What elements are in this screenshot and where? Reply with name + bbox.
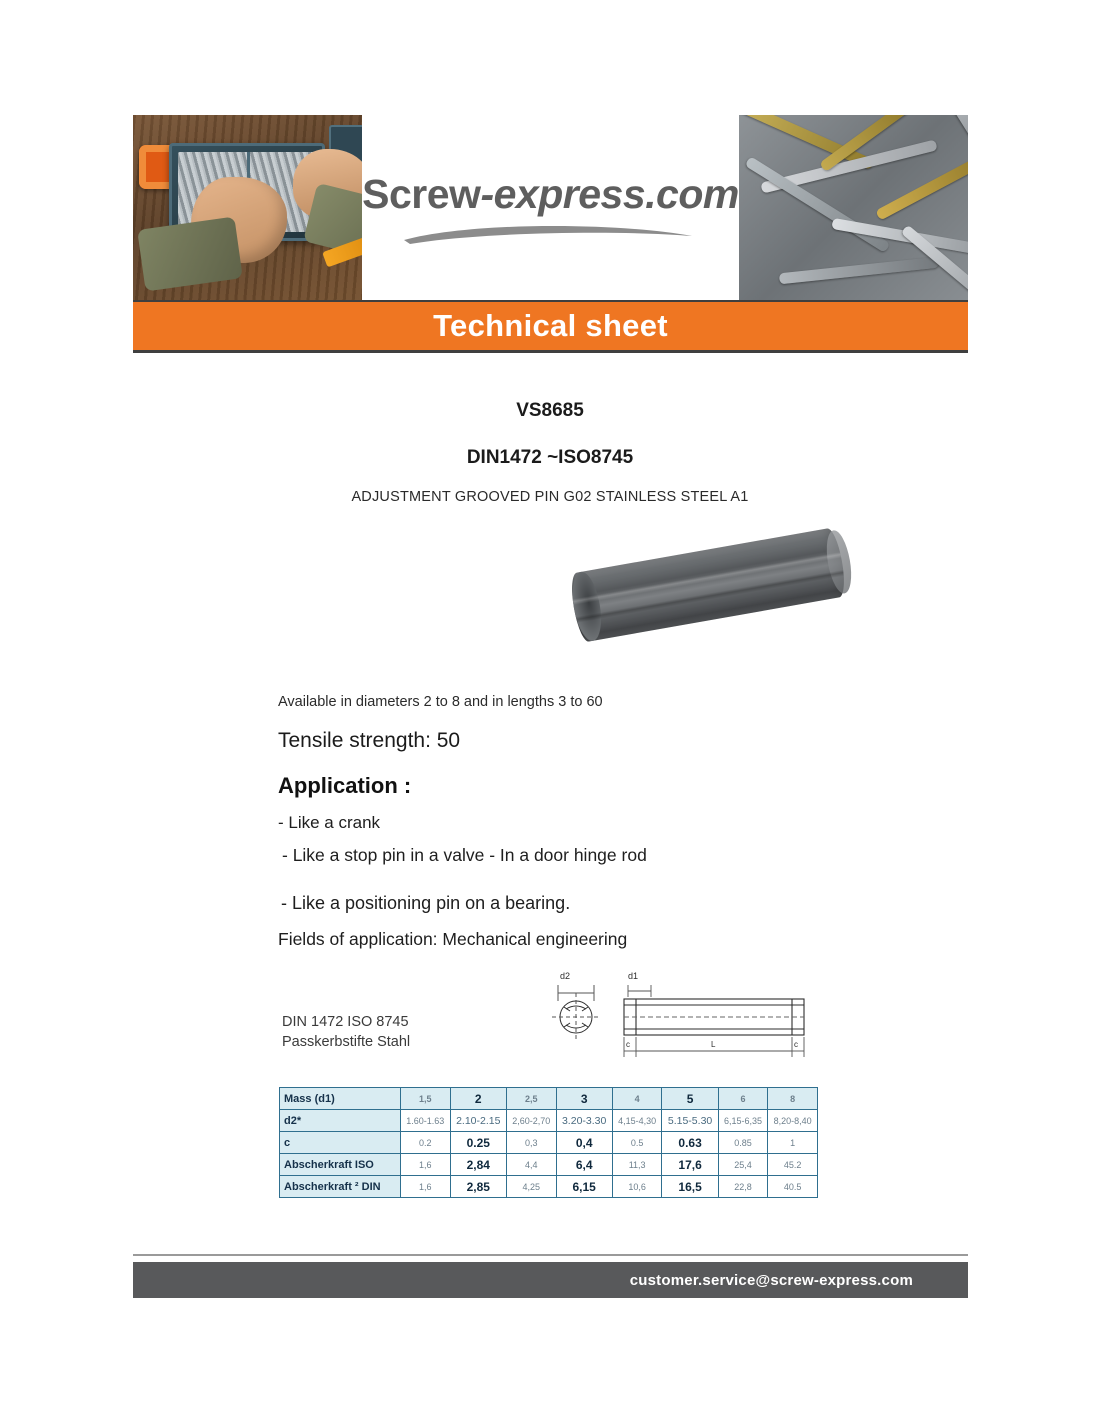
table-cell: 10,6	[612, 1176, 662, 1198]
table-cell: 2,84	[450, 1154, 506, 1176]
table-cell: 2,60-2,70	[506, 1110, 556, 1132]
table-cell: 17,6	[662, 1154, 718, 1176]
swoosh-icon	[400, 220, 700, 246]
table-row-label: Abscherkraft ² DIN	[280, 1176, 401, 1198]
table-cell: 3.20-3.30	[556, 1110, 612, 1132]
application-item-1: - Like a crank	[278, 813, 381, 832]
table-row	[280, 1132, 818, 1154]
table-cell: 40.5	[768, 1176, 818, 1198]
table-cell: 0,3	[506, 1132, 556, 1154]
table-cell: 2.10-2.15	[450, 1110, 506, 1132]
table-row	[280, 1110, 818, 1132]
table-header-cell: Mass (d1)	[280, 1088, 401, 1110]
dim-l-label: L	[711, 1040, 716, 1049]
application-heading: Application :	[278, 773, 412, 798]
drawing-caption-line1: DIN 1472 ISO 8745	[282, 1014, 409, 1030]
specification-table	[279, 1087, 818, 1198]
table-cell: 22,8	[718, 1176, 768, 1198]
table-cell: 6,15	[556, 1176, 612, 1198]
table-row-label: d2*	[280, 1110, 401, 1132]
table-cell: 0.5	[612, 1132, 662, 1154]
table-row	[280, 1154, 818, 1176]
table-cell: 1,6	[401, 1176, 451, 1198]
table-cell: 4,15-4,30	[612, 1110, 662, 1132]
dim-c-left-label: c	[626, 1040, 630, 1049]
application-item-2: - Like a stop pin in a valve - In a door hinge rod	[282, 845, 647, 865]
table-cell: 4,25	[506, 1176, 556, 1198]
technical-drawing	[278, 965, 838, 1070]
table-row	[280, 1176, 818, 1198]
dim-c-right-label: c	[794, 1040, 798, 1049]
product-description: ADJUSTMENT GROOVED PIN G02 STAINLESS STEEL A1	[351, 489, 749, 505]
table-header-cell: 5	[662, 1088, 718, 1110]
table-cell: 0.2	[401, 1132, 451, 1154]
logo-area	[362, 115, 739, 300]
product-reference: VS8685	[516, 400, 584, 421]
table-cell: 5.15-5.30	[662, 1110, 718, 1132]
dim-d1-label: d1	[628, 971, 639, 981]
table-cell: 4,4	[506, 1154, 556, 1176]
product-standard: DIN1472 ~ISO8745	[466, 447, 634, 468]
table-header-cell: 1,5	[401, 1088, 451, 1110]
availability-text: Available in diameters 2 to 8 and in lengths 3 to 60	[278, 694, 603, 710]
table-header-row	[280, 1088, 818, 1110]
dim-d2-label: d2	[560, 971, 571, 981]
contact-email: customer.service@screw-express.com	[629, 1271, 913, 1289]
drawing-caption-line2: Passkerbstifte Stahl	[282, 1033, 411, 1050]
table-cell: 1	[768, 1132, 818, 1154]
table-cell: 45.2	[768, 1154, 818, 1176]
footer-bar	[133, 1262, 968, 1298]
table-row-label: Abscherkraft ISO	[280, 1154, 401, 1176]
workbench-photo	[133, 115, 362, 300]
product-photo	[560, 522, 860, 667]
table-header-cell: 2	[450, 1088, 506, 1110]
table-cell: 2,85	[450, 1176, 506, 1198]
table-header-cell: 4	[612, 1088, 662, 1110]
table-header-cell: 6	[718, 1088, 768, 1110]
drawing-caption	[282, 1013, 410, 1052]
logo-primary-text: Screw	[362, 170, 481, 217]
table-cell: 0,4	[556, 1132, 612, 1154]
application-item-3: - Like a positioning pin on a bearing.	[281, 893, 571, 913]
table-cell: 1.60-1.63	[401, 1110, 451, 1132]
table-header-cell: 2,5	[506, 1088, 556, 1110]
header-banner	[133, 115, 968, 300]
table-cell: 8,20-8,40	[768, 1110, 818, 1132]
table-row-label: c	[280, 1132, 401, 1154]
table-cell: 6,15-6,35	[718, 1110, 768, 1132]
table-cell: 11,3	[612, 1154, 662, 1176]
logo-secondary-text: -express.com	[480, 170, 739, 217]
table-cell: 25,4	[718, 1154, 768, 1176]
fields-of-application-text: Fields of application: Mechanical engineering	[278, 929, 628, 949]
table-cell: 0.25	[450, 1132, 506, 1154]
table-cell: 1,6	[401, 1154, 451, 1176]
table-cell: 0.63	[662, 1132, 718, 1154]
table-cell: 0.85	[718, 1132, 768, 1154]
table-cell: 6,4	[556, 1154, 612, 1176]
table-header-cell: 8	[768, 1088, 818, 1110]
technical-sheet-title-bar	[133, 300, 968, 353]
screws-photo	[739, 115, 968, 300]
page-title: Technical sheet	[433, 308, 668, 343]
footer-divider	[133, 1254, 968, 1256]
tensile-strength-text: Tensile strength: 50	[278, 729, 461, 752]
pin-dimension-diagram	[536, 965, 826, 1070]
table-cell: 16,5	[662, 1176, 718, 1198]
table-header-cell: 3	[556, 1088, 612, 1110]
